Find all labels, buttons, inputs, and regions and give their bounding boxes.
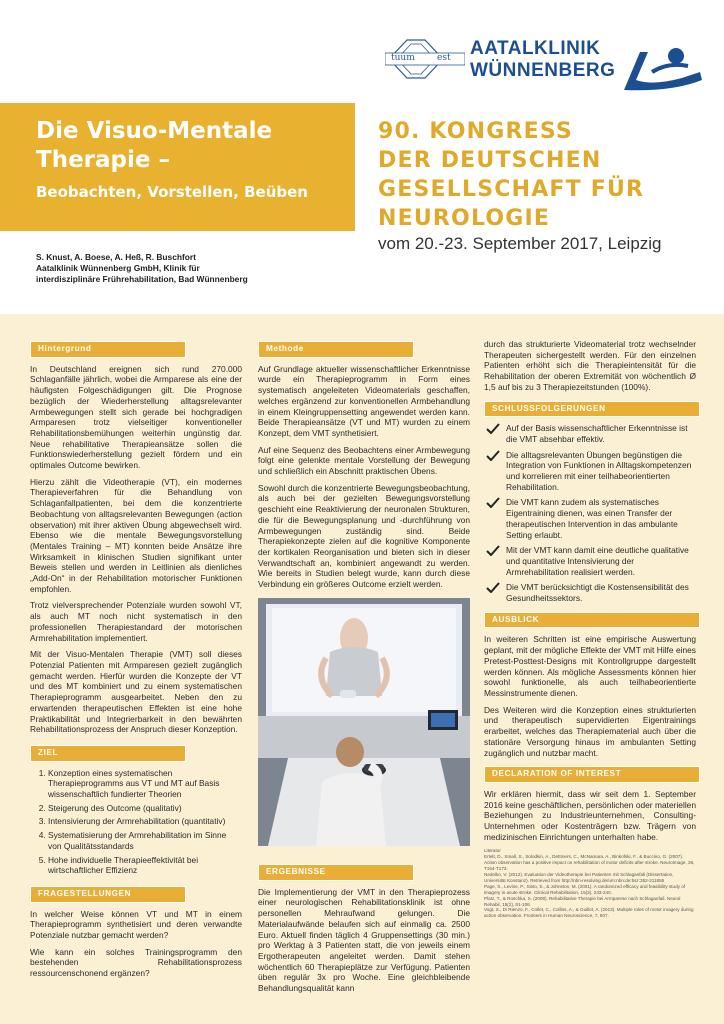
declaration-heading: DECLARATION OF INTEREST bbox=[484, 766, 700, 783]
congress-line4: NEUROLOGIE bbox=[378, 206, 551, 231]
literature-entry: Nedelko, V. (2012). Evaluation der Videotherapie bei Patienten mit Schlaganfall (Dissertation, Universität Konstanz). Retrieved from http://nbn-resolving.de/urn:nbn:de:bsz:352-211855 bbox=[484, 872, 674, 883]
hintergrund-p1: In Deutschland ereignen sich rund 270.000 Schlaganfälle jährlich, wobei die Armparese als eine der häufigsten Folgeschädigungen gilt. Die Prognose bezüglich der Wiederherstellung alltagsrelevanter Armbewegungen stellt sich gerade bei hochgradigen Armparesen trotz vielseitiger konventioneller Rehabilitationsbemühungen weiterhin ungünstig dar. Neue rehabilitative Therapieansätze sollen die Funktionswiederherstellung gezielt fördern und ein optimales Outcome bewirken. bbox=[30, 363, 242, 471]
checkmark-icon bbox=[486, 497, 500, 508]
author-affiliation-2: interdisziplinäre Frührehabilitation, Bad Wünnenberg bbox=[36, 274, 248, 284]
therapy-photo bbox=[258, 598, 470, 846]
title-line2: Therapie – bbox=[36, 147, 170, 173]
hintergrund-p2: Hierzu zählt die Videotherapie (VT), ein modernes Therapieverfahren für die Behandlung von Schlaganfallpatienten, bei dem die konzentrierte Beobachtung von alltagsrelevanten Bewegungen (action observation) mit ihrer aktiven Übung abgewechselt wird. Ebenso wie die mentale Bewegungsvorstellung (Mentales Training – MT) konnten beide Ansätze ihre Wirksamkeit in klinischen Studien signifikant unter Beweis stellen und werden in Leitlinien als dienliches „Add-On“ in der Rehabilitation motorischer Funktionen empfohlen. bbox=[30, 476, 242, 594]
title-line1: Die Visuo-Mentale bbox=[36, 118, 273, 144]
conclusion-text: Die alltagsrelevanten Übungen begünstigen die Integration von Funktionen in Alltagskompetenzen und korrelieren mit einer teilhabeorientierten Rehabilitation. bbox=[506, 449, 692, 492]
conclusion-item bbox=[484, 423, 696, 444]
ziel-item: 5. Hohe individuelle Therapieeffektivität bei wirtschaftlicher Effizienz bbox=[48, 855, 242, 876]
methode-p1: Auf Grundlage aktueller wissenschaftlicher Erkenntnisse wurde ein Therapieprogramm in Form eines systematisch angeleiteten Videomaterials geschaffen, welches ergänzend zur konventionellen Armbehandlung in einem Kleingruppensetting angewendet werden kann. Beide Therapieansätze (VT und MT) wurden zu einem Konzept, dem VMT synthetisiert. bbox=[258, 363, 470, 438]
ergebnisse-heading: ERGEBNISSE bbox=[258, 864, 414, 881]
tuum-text: tuum bbox=[391, 53, 415, 63]
ziel-item: 3. Intensivierung der Armrehabilitation (quantitativ) bbox=[48, 816, 242, 827]
ziel-list bbox=[30, 768, 242, 876]
checkmark-icon bbox=[486, 545, 500, 556]
literature-heading: Literatur bbox=[484, 848, 501, 854]
checkmark-icon bbox=[486, 450, 500, 461]
fragestellungen-p1: In welcher Weise können VT und MT in einem Therapieprogramm synthetisiert und deren verwandte Potenziale nutzbar gemacht werden? bbox=[30, 908, 242, 941]
column-right bbox=[484, 339, 696, 919]
congress-date: vom 20.-23. September 2017, Leipzig bbox=[378, 234, 662, 253]
hintergrund-heading: Hintergrund bbox=[30, 341, 186, 358]
ziel-heading: ZIEL bbox=[30, 745, 186, 762]
literature-entry: Page, S., Levine, P., Sisto, S., & Johnston, M. (2001). A randomized efficacy and feasibility study of imagery in acute stroke. Clinical Rehabilitation, 15(3), 233-240. bbox=[484, 883, 686, 895]
fragestellungen-p2: Wie kann ein solches Trainingsprogramm den bestehenden Rehabilitationsprozess ressourcenschonend ergänzen? bbox=[30, 946, 242, 979]
conclusion-item bbox=[484, 582, 696, 603]
hintergrund-p4: Mit der Visuo-Mentalen Therapie (VMT) soll dieses Potenzial Patienten mit Armparesen gezielt zugänglich gemacht werden. Hierfür wurden die Konzepte der VT und des MT kombiniert und zu einem systematischen Therapieprogramm ausgearbeitet. Neben den zu erwartenden therapeutischen Effekten ist eine hohe Praktikabilität und Integrierbarkeit in den bewährten Rehabilitationsprozess der Anspruch dieser Konzeption. bbox=[30, 649, 242, 735]
congress-line3: GESELLSCHAFT FÜR bbox=[378, 177, 645, 202]
author-affiliation-1: Aatalklinik Wünnenberg GmbH, Klinik für bbox=[36, 263, 200, 273]
ergebnisse-p1: Die Implementierung der VMT in den Therapieprozess einer neurologischen Rehabilitationsklinik ist ohne personellen Mehraufwand gelungen. Die Materialaufwände belaufen sich auf einmalig ca. 2500 Euro. Aktuell finden täglich 4 Gruppensettings (30 min.) pro Werktag à 3 Patienten statt, die von jeweils einem Ergotherapeuten angeleitet werden. Damit stehen wöchentlich 60 Therapieplätze zur Verfügung. Patienten üben regulär 3x pro Woche. Eine gleichbleibende Behandlungsqualität kann bbox=[258, 886, 470, 994]
conclusion-text: Auf der Basis wissenschaftlicher Erkenntnisse ist die VMT absehbar effektiv. bbox=[506, 423, 688, 444]
author-names: S. Knust, A. Boese, A. Heß, R. Buschfort bbox=[36, 252, 196, 262]
literature-block bbox=[484, 848, 696, 919]
therapy-photo-illustration bbox=[258, 598, 470, 846]
hintergrund-p3: Trotz vielversprechender Potenziale wurden sowohl VT, als auch MT noch nicht systematisch in den professionellen Therapiestandard der motorischen Armrehabilitation implementiert. bbox=[30, 600, 242, 643]
checkmark-icon bbox=[486, 582, 500, 593]
poster-subtitle: Beobachten, Vorstellen, Beüben bbox=[36, 183, 308, 201]
clinic-name-line1: AATALKLINIK bbox=[470, 38, 601, 59]
conclusion-text: Die VMT kann zudem als systematisches Eigentraining dienen, was einen Transfer der therapeutischen Intervention in das ambulante Setting erlaubt. bbox=[506, 497, 678, 540]
est-text: est bbox=[437, 53, 451, 63]
checkmark-icon bbox=[486, 423, 500, 434]
column-middle-lower bbox=[258, 862, 470, 1000]
clinic-logo-graphic bbox=[622, 42, 706, 96]
tuum-est-logo bbox=[385, 38, 465, 80]
congress-line1: 90. KONGRESS bbox=[378, 119, 573, 144]
ziel-item: 2. Steigerung des Outcome (qualitativ) bbox=[48, 803, 242, 814]
schlussfolgerungen-heading: SCHLUSSFOLGERUNGEN bbox=[484, 401, 700, 418]
clinic-logo bbox=[622, 42, 706, 96]
conclusion-text: Die VMT berücksichtigt die Kostensensibilität des Gesundheitssektors. bbox=[506, 582, 689, 604]
ausblick-heading: AUSBLICK bbox=[484, 612, 700, 629]
literature-entry: Ertelt, D., Small, S., Solodkin, A., Dettmers, C., McNamara, A., Binkofski, F., & Buccino, G. (2007). Action observation has a positive impact on rehabilitation of motor deficits after stroke. NeuroImage, 36, T164-T173. bbox=[484, 854, 695, 872]
ergebnisse-continued: durch das strukturierte Videomaterial trotz wechselnder Therapeuten sichergestellt werden. Für den einzelnen Patienten erhöht sich die Therapieintensität für die Rehabilitation der oberen Extremität von wöchentlich Ø 1,5 auf bis zu 3 Therapiezeitstunden (100%). bbox=[484, 339, 696, 392]
poster-title bbox=[36, 117, 272, 175]
methode-p3: Sowohl durch die konzentrierte Bewegungsbeobachtung, als auch bei der gezielten Bewegungsvorstellung geschieht eine Reaktivierung der neuronalen Strukturen, die für die Bewegungsplanung und -durchführung von Armbewegungen zuständig sind. Beide Therapiekonzepte zielen auf die kognitive Komponente der kortikalen Reorganisation und bieten sich in dieser Verwandtschaft an, kombiniert angewandt zu werden. Wie bereits in Studien belegt wurde, kann durch diese Verbindung ein größeres Outcome erzielt werden. bbox=[258, 482, 470, 590]
congress-title bbox=[378, 117, 708, 233]
fragestellungen-heading: FRAGESTELLUNGEN bbox=[30, 886, 186, 903]
declaration-p1: Wir erklären hiermit, dass wir seit dem 1. September 2016 keine geschäftlichen, persönlichen oder materiellen Beziehungen zu Industrieunternehmen, Consulting-Unternehmen oder Kostenträgern bzw. Trägern von medizinischen Einrichtungen unterhalten habe. bbox=[484, 788, 696, 842]
methode-heading: Methode bbox=[258, 341, 414, 358]
conclusion-text: Mit der VMT kann damit eine deutliche qualitative und quantitative Intensivierung der Armrehabilitation realisiert werden. bbox=[506, 545, 689, 577]
literature-entry: Platz, T., & Roschka, S. (2009). Rehabilitative Therapie bei Armparese nach Schlaganfall. Neurol Rehabil, 15(2), 81-106. bbox=[484, 895, 681, 907]
ziel-item: 1. Konzeption eines systematischen Therapieprogramms aus VT und MT auf Basis wissenschaftlich fundierter Theorien bbox=[48, 768, 242, 800]
column-middle bbox=[258, 339, 470, 596]
schlussfolgerungen-list bbox=[484, 423, 696, 604]
column-left bbox=[30, 339, 242, 985]
clinic-name-line2: WÜNNENBERG bbox=[470, 60, 616, 81]
literature-entry: Vogt, S., Di Rienzo, F., Collet, C., Collins, A., & Guillot, A. (2013). Multiple roles of motor imagery during action observation. Frontiers in Human Neuroscience, 7, 807. bbox=[484, 907, 694, 919]
ziel-item: 4. Systematisierung der Armrehabilitation im Sinne von Qualitätsstandards bbox=[48, 830, 242, 851]
conclusion-item bbox=[484, 450, 696, 493]
authors-block bbox=[36, 252, 336, 285]
ausblick-p1: In weiteren Schritten ist eine empirische Auswertung geplant, mit der mögliche Effekte der VMT mit Hilfe eines Pretest-Posttest-Designs mit Kontrollgruppe dargestellt werden können. Als mögliche Assessments können hier sowohl funktionelle, als auch teilhabeorientierte Messinstrumente dienen. bbox=[484, 634, 696, 698]
conclusion-item bbox=[484, 545, 696, 577]
ausblick-p2: Des Weiteren wird die Konzeption eines strukturierten und therapeutisch supervidierten Eigentrainings erarbeitet, welches das Therapiematerial auch über die stationäre Versorgung hinaus im ambulanten Setting zugänglich und nutzbar macht. bbox=[484, 704, 696, 758]
title-band bbox=[0, 103, 355, 231]
conclusion-item bbox=[484, 497, 696, 540]
methode-p2: Auf eine Sequenz des Beobachtens einer Armbewegung folgt eine gelenkte mentale Vorstellung der Bewegung und schließlich ein Abschnitt praktischen Übens. bbox=[258, 444, 470, 477]
congress-line2: DER DEUTSCHEN bbox=[378, 148, 602, 173]
